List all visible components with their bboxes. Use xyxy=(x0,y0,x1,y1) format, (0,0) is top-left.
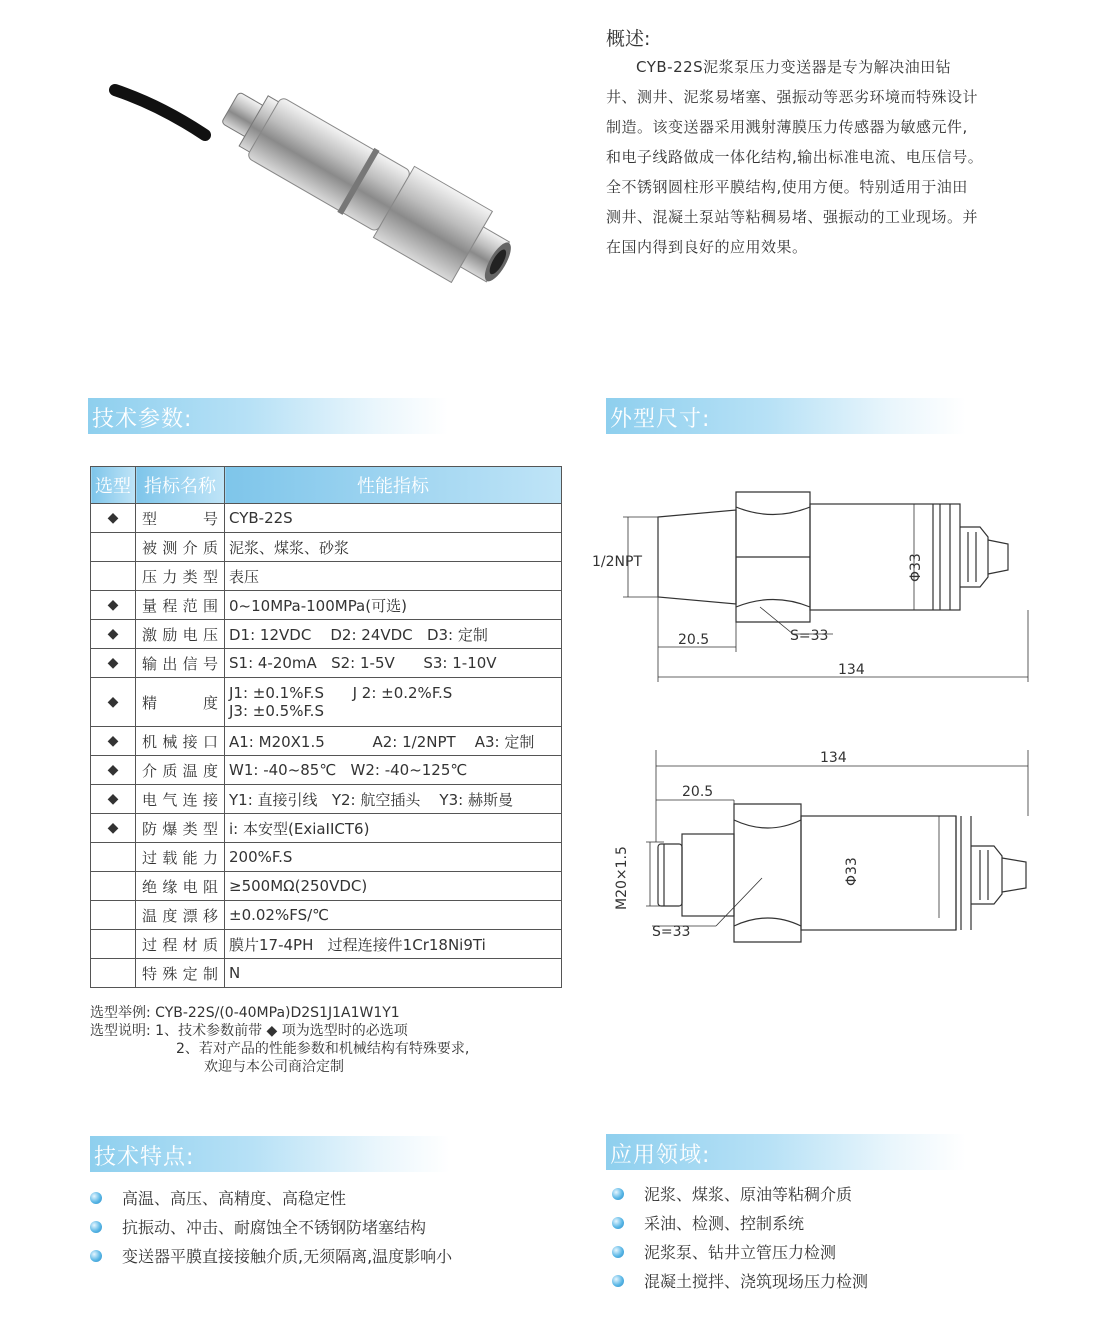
section-dimensions xyxy=(606,398,966,434)
param-name: 机械接口 xyxy=(136,727,225,756)
table-row xyxy=(91,678,562,727)
param-value: Y1: 直接引线 Y2: 航空插头 Y3: 赫斯曼 xyxy=(225,785,562,814)
table-row xyxy=(91,533,562,562)
param-name: 介质温度 xyxy=(136,756,225,785)
select-marker: ◆ xyxy=(91,678,136,727)
table-header-row xyxy=(91,467,562,504)
dimension-drawing-npt xyxy=(588,482,1048,692)
total-length-label: 134 xyxy=(820,750,847,766)
dimension-drawing-m20 xyxy=(606,746,1046,946)
table-row xyxy=(91,756,562,785)
application-text: 泥浆、煤浆、原油等粘稠介质 xyxy=(644,1185,853,1204)
table-row xyxy=(91,504,562,533)
table-row xyxy=(91,930,562,959)
param-name: 被测介质 xyxy=(136,533,225,562)
table-row xyxy=(91,872,562,901)
table-row xyxy=(91,901,562,930)
param-name: 输出信号 xyxy=(136,649,225,678)
spec-table xyxy=(90,466,562,988)
param-name: 温度漂移 xyxy=(136,901,225,930)
thread-label: M20×1.5 xyxy=(614,846,630,910)
param-name: 量程范围 xyxy=(136,591,225,620)
select-marker xyxy=(91,959,136,988)
overview-line: 井、测井、泥浆易堵塞、强振动等恶劣环境而特殊设计 xyxy=(606,88,979,106)
section-features xyxy=(90,1136,450,1172)
column-header: 指标名称 xyxy=(136,467,225,504)
select-marker xyxy=(91,872,136,901)
total-length-label: 134 xyxy=(838,662,865,678)
param-value: W1: -40~85℃ W2: -40~125℃ xyxy=(225,756,562,785)
bullet-icon xyxy=(90,1192,102,1204)
overview-line: CYB-22S泥浆泵压力变送器是专为解决油田钻 xyxy=(636,58,952,76)
select-marker: ◆ xyxy=(91,814,136,843)
param-value xyxy=(225,678,562,727)
bullet-icon xyxy=(612,1217,624,1229)
section-title: 技术特点: xyxy=(94,1145,195,1170)
application-text: 混凝土搅拌、浇筑现场压力检测 xyxy=(644,1272,869,1291)
application-text: 泥浆泵、钻井立管压力检测 xyxy=(644,1243,837,1262)
select-marker: ◆ xyxy=(91,785,136,814)
param-name: 过载能力 xyxy=(136,843,225,872)
feature-text: 高温、高压、高精度、高稳定性 xyxy=(122,1189,347,1208)
selection-notes xyxy=(90,1004,469,1076)
section-title: 应用领域: xyxy=(610,1143,711,1168)
overview-line: 和电子线路做成一体化结构,输出标准电流、电压信号。 xyxy=(606,148,984,166)
application-text: 采油、检测、控制系统 xyxy=(644,1214,805,1233)
select-marker: ◆ xyxy=(91,620,136,649)
table-row xyxy=(91,843,562,872)
bullet-icon xyxy=(90,1221,102,1233)
param-value: S1: 4-20mA S2: 1-5V S3: 1-10V xyxy=(225,649,562,678)
feature-text: 变送器平膜直接接触介质,无须隔离,温度影响小 xyxy=(122,1247,453,1266)
param-value: 表压 xyxy=(225,562,562,591)
param-value: ±0.02%FS/℃ xyxy=(225,901,562,930)
table-row xyxy=(91,727,562,756)
diameter-label: Φ33 xyxy=(844,857,860,886)
overview-line: 在国内得到良好的应用效果。 xyxy=(606,238,808,256)
param-value: i: 本安型(ExiaIICT6) xyxy=(225,814,562,843)
param-value: D1: 12VDC D2: 24VDC D3: 定制 xyxy=(225,620,562,649)
param-value-line: J3: ±0.5%F.S xyxy=(229,702,324,720)
param-value: 0~10MPa-100MPa(可选) xyxy=(225,591,562,620)
param-name: 电气连接 xyxy=(136,785,225,814)
param-value: A1: M20X1.5 A2: 1/2NPT A3: 定制 xyxy=(225,727,562,756)
select-marker xyxy=(91,562,136,591)
param-name: 精度 xyxy=(136,678,225,727)
overview-line: 制造。该变送器采用溅射薄膜压力传感器为敏感元件, xyxy=(606,118,968,136)
table-row xyxy=(91,649,562,678)
list-item xyxy=(612,1209,868,1238)
list-item xyxy=(90,1184,452,1213)
param-name: 过程材质 xyxy=(136,930,225,959)
selection-example: 选型举例: CYB-22S/(0-40MPa)D2S1J1A1W1Y1 xyxy=(90,1005,400,1021)
table-row xyxy=(91,785,562,814)
param-value: 200%F.S xyxy=(225,843,562,872)
section-title: 外型尺寸: xyxy=(610,407,711,432)
applications-list xyxy=(612,1180,868,1296)
feature-text: 抗振动、冲击、耐腐蚀全不锈钢防堵塞结构 xyxy=(122,1218,427,1237)
select-marker: ◆ xyxy=(91,591,136,620)
bullet-icon xyxy=(90,1250,102,1262)
selection-note: 选型说明: 1、技术参数前带 ◆ 项为选型时的必选项 xyxy=(90,1023,408,1039)
param-name: 型号 xyxy=(136,504,225,533)
selection-note: 2、若对产品的性能参数和机械结构有特殊要求, xyxy=(176,1041,470,1057)
table-row xyxy=(91,959,562,988)
thread-label: 1/2NPT xyxy=(592,554,642,570)
table-row xyxy=(91,814,562,843)
diameter-label: Φ33 xyxy=(908,553,924,582)
param-name: 激励电压 xyxy=(136,620,225,649)
column-header: 选型 xyxy=(91,467,136,504)
param-value: ≥500MΩ(250VDC) xyxy=(225,872,562,901)
overview-title: 概述: xyxy=(606,28,651,50)
bullet-icon xyxy=(612,1275,624,1287)
hex-label: S=33 xyxy=(652,924,691,940)
param-value: 泥浆、煤浆、砂浆 xyxy=(225,533,562,562)
select-marker: ◆ xyxy=(91,504,136,533)
bullet-icon xyxy=(612,1246,624,1258)
param-name: 绝缘电阻 xyxy=(136,872,225,901)
param-value: CYB-22S xyxy=(225,504,562,533)
selection-note: 欢迎与本公司商洽定制 xyxy=(204,1059,344,1075)
select-marker xyxy=(91,843,136,872)
list-item xyxy=(612,1180,868,1209)
select-marker xyxy=(91,901,136,930)
table-row xyxy=(91,620,562,649)
list-item xyxy=(612,1238,868,1267)
overview-line: 全不锈钢圆柱形平膜结构,使用方便。特别适用于油田 xyxy=(606,178,968,196)
overview-line: 测井、混凝土泵站等粘稠易堵、强振动的工业现场。并 xyxy=(606,208,979,226)
product-photo xyxy=(100,60,540,350)
hex-label: S=33 xyxy=(790,628,829,644)
select-marker: ◆ xyxy=(91,727,136,756)
list-item xyxy=(612,1267,868,1296)
section-applications xyxy=(606,1134,966,1170)
column-header: 性能指标 xyxy=(225,467,562,504)
param-value: 膜片17-4PH 过程连接件1Cr18Ni9Ti xyxy=(225,930,562,959)
param-name: 压力类型 xyxy=(136,562,225,591)
length-label: 20.5 xyxy=(682,784,714,800)
table-row xyxy=(91,562,562,591)
select-marker: ◆ xyxy=(91,649,136,678)
param-name: 特殊定制 xyxy=(136,959,225,988)
bullet-icon xyxy=(612,1188,624,1200)
list-item xyxy=(90,1213,452,1242)
select-marker: ◆ xyxy=(91,756,136,785)
overview-text xyxy=(606,52,1036,262)
select-marker xyxy=(91,533,136,562)
section-tech-params xyxy=(88,398,448,434)
select-marker xyxy=(91,930,136,959)
param-value-line: J1: ±0.1%F.S J 2: ±0.2%F.S xyxy=(229,684,453,702)
section-title: 技术参数: xyxy=(92,407,193,432)
table-row xyxy=(91,591,562,620)
features-list xyxy=(90,1184,452,1271)
list-item xyxy=(90,1242,452,1271)
param-name: 防爆类型 xyxy=(136,814,225,843)
param-value: N xyxy=(225,959,562,988)
length-label: 20.5 xyxy=(678,632,710,648)
